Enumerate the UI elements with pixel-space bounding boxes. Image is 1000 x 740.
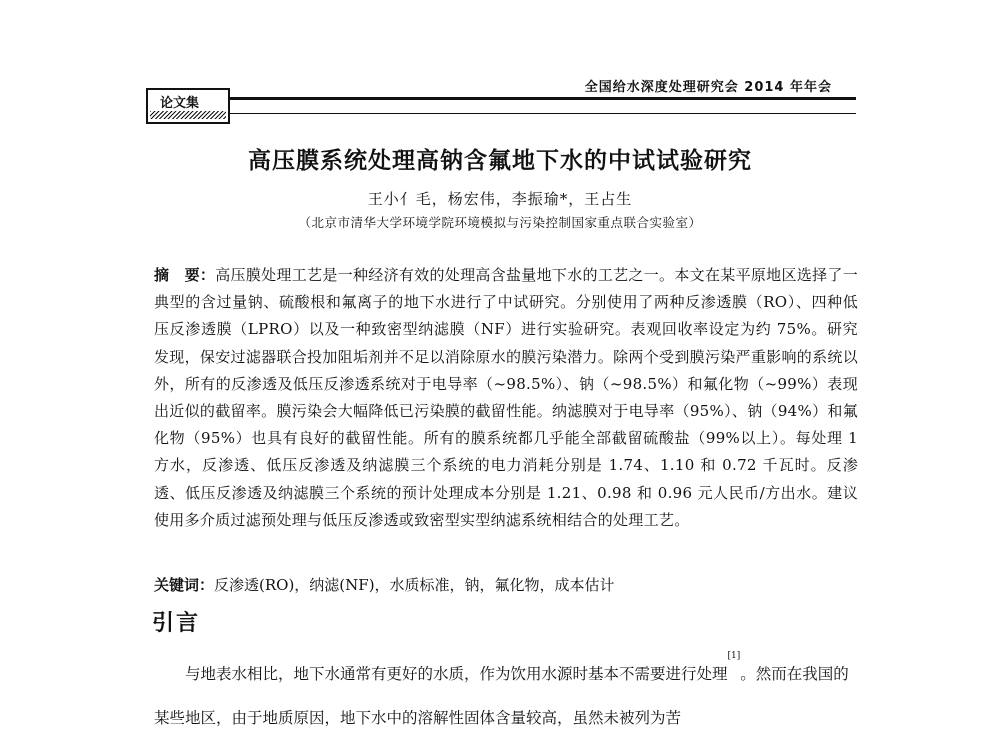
- section-badge-label: 论文集: [160, 96, 200, 111]
- authors: 王小亻毛，杨宏伟，李振瑜*，王占生: [367, 190, 633, 208]
- badge-hatch-pattern: [150, 111, 226, 119]
- abstract-text: 高压膜处理工艺是一种经济有效的处理高含盐量地下水的工艺之一。本文在某平原地区选择了一典型的含过量钠、硫酸根和氟离子的地下水进行了中试研究。分别使用了两种反渗透膜（RO）、四种低压反渗透膜（LPRO）以及一种致密型纳滤膜（NF）进行实验研究。表观回收率设定为约 75%。研究发现，保安过滤器联合投加阻垢剂并不足以消除原水的膜污染潜力。除两个受到膜污染严重影响的系统以外，所有的反渗透及低压反渗透系统对于电导率（~98.5%）、钠（~98.5%）和氟化物（~99%）表现出近似的截留率。膜污染会大幅降低已污染膜的截留性能。纳滤膜对于电导率（95%）、钠（94%）和氟化物（95%）也具有良好的截留性能。所有的膜系统都几乎能全部截留硫酸盐（99%以上）。每处理 1 方水，反渗透、低压反渗透及纳滤膜三个系统的电力消耗分别是 1.74、1.10 和 0.72 千瓦时。反渗透、低压反渗透及纳滤膜三个系统的预计处理成本分别是 1.21、0.98 和 0.96 元人民币/方出水。建议使用多介质过滤预处理与低压反渗透或致密型实型纳滤系统相结合的处理工艺。: [154, 266, 858, 529]
- header-rule-thin: [230, 113, 856, 114]
- abstract-label: 摘 要：: [154, 266, 216, 284]
- intro-text: 与地表水相比，地下水通常有更好的水质，作为饮用水源时基本不需要进行处理: [185, 665, 728, 683]
- section-badge: [146, 88, 230, 124]
- abstract: [154, 262, 858, 534]
- affiliation: （北京市清华大学环境学院环境模拟与污染控制国家重点联合实验室）: [298, 215, 702, 230]
- intro-heading: 引言: [152, 611, 201, 636]
- keywords-label: 关键词：: [154, 576, 215, 594]
- intro-text-tail: 。然而在我国的某些地区，由于地质原因，地下水中的溶解性固体含量较高，虽然未被列为苦: [154, 665, 849, 727]
- intro-paragraph: [154, 652, 858, 740]
- citation-ref[interactable]: [1]: [727, 651, 741, 661]
- paper-title: 高压膜系统处理高钠含氟地下水的中试试验研究: [248, 148, 752, 174]
- conference-header: 全国给水深度处理研究会 2014 年年会: [584, 80, 832, 95]
- keywords: [154, 573, 858, 597]
- header-rule-thick: [230, 97, 856, 100]
- keywords-text: 反渗透(RO)，纳滤(NF)，水质标准，钠，氟化物，成本估计: [214, 576, 615, 594]
